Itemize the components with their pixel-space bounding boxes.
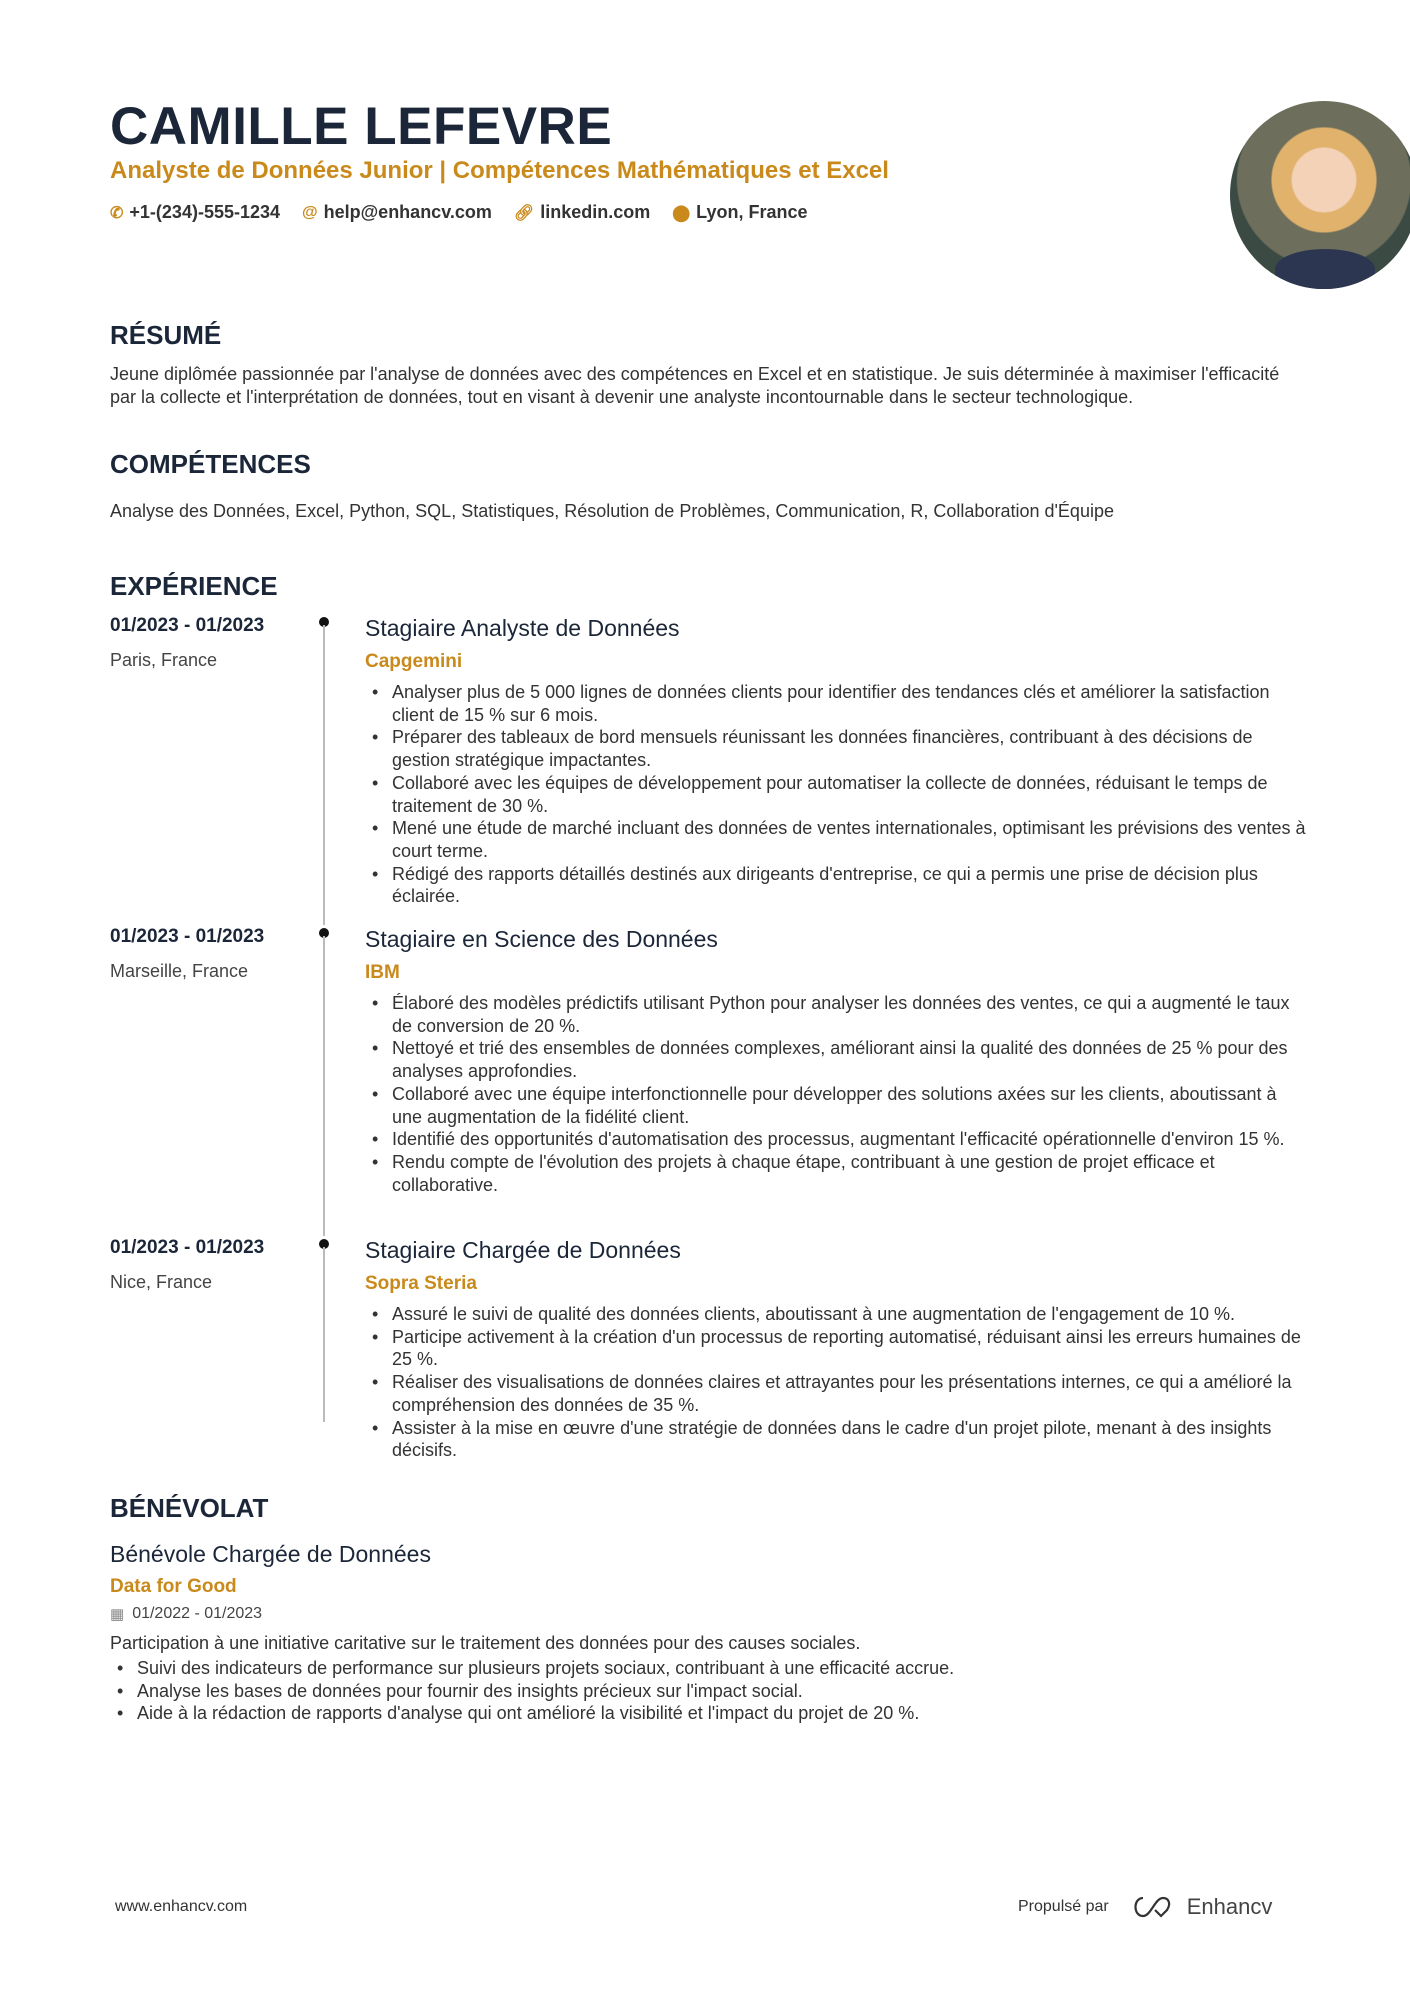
- volunteer-role: Bénévole Chargée de Données: [110, 1541, 431, 1567]
- job-dates: 01/2023 - 01/2023: [110, 615, 265, 636]
- bullet: • Participe activement à la création d'un processus de reporting automatisé, réduisant ainsi les erreurs humaines de 25 %.: [365, 1326, 1310, 1371]
- timeline-line: [323, 936, 325, 1236]
- job-dates: 01/2023 - 01/2023: [110, 1237, 265, 1258]
- bullet: • Collaboré avec les équipes de développement pour automatiser la collecte de données, réduisant le temps de traitement de 30 %.: [365, 772, 1310, 817]
- at-icon: @: [302, 203, 318, 221]
- resume-text: Jeune diplômée passionnée par l'analyse de données avec des compétences en Excel et en statistique. Je suis déterminée à maximiser l'efficacité par la collecte et l'interprétation de données, tout en visant à devenir une analyste incontournable dans le secteur technologique.: [110, 364, 1280, 407]
- bullet: • Identifié des opportunités d'automatisation des processus, augmentant l'efficacité opérationnelle d'environ 15 %.: [365, 1128, 1310, 1151]
- candidate-name: CAMILLE LEFEVRE: [110, 97, 613, 156]
- job-title: Stagiaire en Science des Données: [365, 926, 718, 952]
- skills-heading: COMPÉTENCES: [110, 449, 311, 479]
- bullet: • Assuré le suivi de qualité des données clients, aboutissant à une augmentation de l'engagement de 10 %.: [365, 1303, 1310, 1326]
- job-location: Nice, France: [110, 1272, 213, 1292]
- phone-icon: ✆: [110, 204, 124, 222]
- volunteer-heading: BÉNÉVOLAT: [110, 1493, 269, 1523]
- resume-heading: RÉSUMÉ: [110, 320, 222, 350]
- company: IBM: [365, 962, 400, 983]
- link-icon: 🔗︎: [513, 204, 535, 222]
- bullet: • Assister à la mise en œuvre d'une stratégie de données dans le cadre d'un projet pilote, menant à des insights décisifs.: [365, 1417, 1310, 1462]
- volunteer-org: Data for Good: [110, 1576, 237, 1597]
- bullet: • Réaliser des visualisations de données claires et attrayantes pour les présentations internes, ce qui a amélioré la compréhension des données de 35 %.: [365, 1371, 1310, 1416]
- profile-photo: [1230, 101, 1410, 289]
- timeline-line: [323, 625, 325, 925]
- contact-linkedin[interactable]: [514, 202, 650, 223]
- company: Capgemini: [365, 651, 463, 672]
- bullet: • Collaboré avec une équipe interfonctionnelle pour développer des solutions axées sur les clients, aboutissant à une augmentation de la fidélité client.: [365, 1083, 1310, 1128]
- bullet: • Mené une étude de marché incluant des données de ventes internationales, optimisant les prévisions des ventes à court terme.: [365, 817, 1310, 862]
- volunteer-dates-row: [110, 1605, 262, 1623]
- contact-phone: [110, 202, 280, 223]
- company: Sopra Steria: [365, 1273, 477, 1294]
- footer-website[interactable]: www.enhancv.com: [115, 1898, 248, 1915]
- bullet: • Rédigé des rapports détaillés destinés aux dirigeants d'entreprise, ce qui a permis une prise de décision plus éclairée.: [365, 863, 1310, 908]
- bullet: • Analyser plus de 5 000 lignes de données clients pour identifier des tendances clés et améliorer la satisfaction client de 15 % sur 6 mois.: [365, 681, 1310, 726]
- bullet: • Suivi des indicateurs de performance sur plusieurs projets sociaux, contribuant à une efficacité accrue.: [110, 1657, 1310, 1680]
- bullet: • Préparer des tableaux de bord mensuels réunissant les données financières, contribuant à des décisions de gestion stratégique impactantes.: [365, 726, 1310, 771]
- job-location: Paris, France: [110, 650, 218, 670]
- bullet: • Analyse les bases de données pour fournir des insights précieux sur l'impact social.: [110, 1680, 1310, 1703]
- headline: Analyste de Données Junior | Compétences Mathématiques et Excel: [110, 157, 889, 184]
- linkedin-text: linkedin.com: [540, 202, 651, 222]
- phone-text: +1-(234)-555-1234: [129, 202, 281, 222]
- experience-heading: EXPÉRIENCE: [110, 571, 278, 601]
- job-location: Marseille, France: [110, 961, 249, 981]
- job-dates: 01/2023 - 01/2023: [110, 926, 265, 947]
- contact-email[interactable]: [302, 202, 492, 223]
- job-bullets: [365, 1303, 1310, 1462]
- job-title: Stagiaire Analyste de Données: [365, 615, 680, 641]
- volunteer-summary: Participation à une initiative caritative sur le traitement des données pour des causes sociales.: [110, 1633, 861, 1653]
- brand-name: Enhancv: [1186, 1894, 1273, 1919]
- job-title: Stagiaire Chargée de Données: [365, 1237, 681, 1263]
- job-bullets: [365, 681, 1310, 908]
- calendar-icon: ▦: [110, 1606, 125, 1623]
- location-icon: ⬤: [672, 204, 691, 222]
- volunteer-bullets: [110, 1657, 1310, 1725]
- bullet: • Élaboré des modèles prédictifs utilisant Python pour analyser les données des ventes, ce qui a augmenté le taux de conversion de 20 %.: [365, 992, 1310, 1037]
- bullet: • Aide à la rédaction de rapports d'analyse qui ont amélioré la visibilité et l'impact du projet de 20 %.: [110, 1702, 1310, 1725]
- bullet: • Rendu compte de l'évolution des projets à chaque étape, contribuant à une gestion de projet efficace et collaborative.: [365, 1151, 1310, 1196]
- contact-location: [672, 202, 807, 223]
- job-bullets: [365, 992, 1310, 1196]
- email-text: help@enhancv.com: [323, 202, 492, 222]
- bullet: • Nettoyé et trié des ensembles de données complexes, améliorant ainsi la qualité des données de 25 % pour des analyses approfondies.: [365, 1037, 1310, 1082]
- skills-text: Analyse des Données, Excel, Python, SQL, Statistiques, Résolution de Problèmes, Communication, R, Collaboration d'Équipe: [110, 501, 1114, 521]
- contact-bar: [110, 202, 808, 223]
- location-text: Lyon, France: [696, 202, 808, 222]
- volunteer-dates: 01/2022 - 01/2023: [132, 1605, 263, 1622]
- powered-by-text: Propulsé par: [1018, 1898, 1109, 1915]
- timeline-line: [323, 1247, 325, 1422]
- enhancv-logo-icon: [1129, 1894, 1175, 1920]
- footer-branding: [1018, 1894, 1272, 1920]
